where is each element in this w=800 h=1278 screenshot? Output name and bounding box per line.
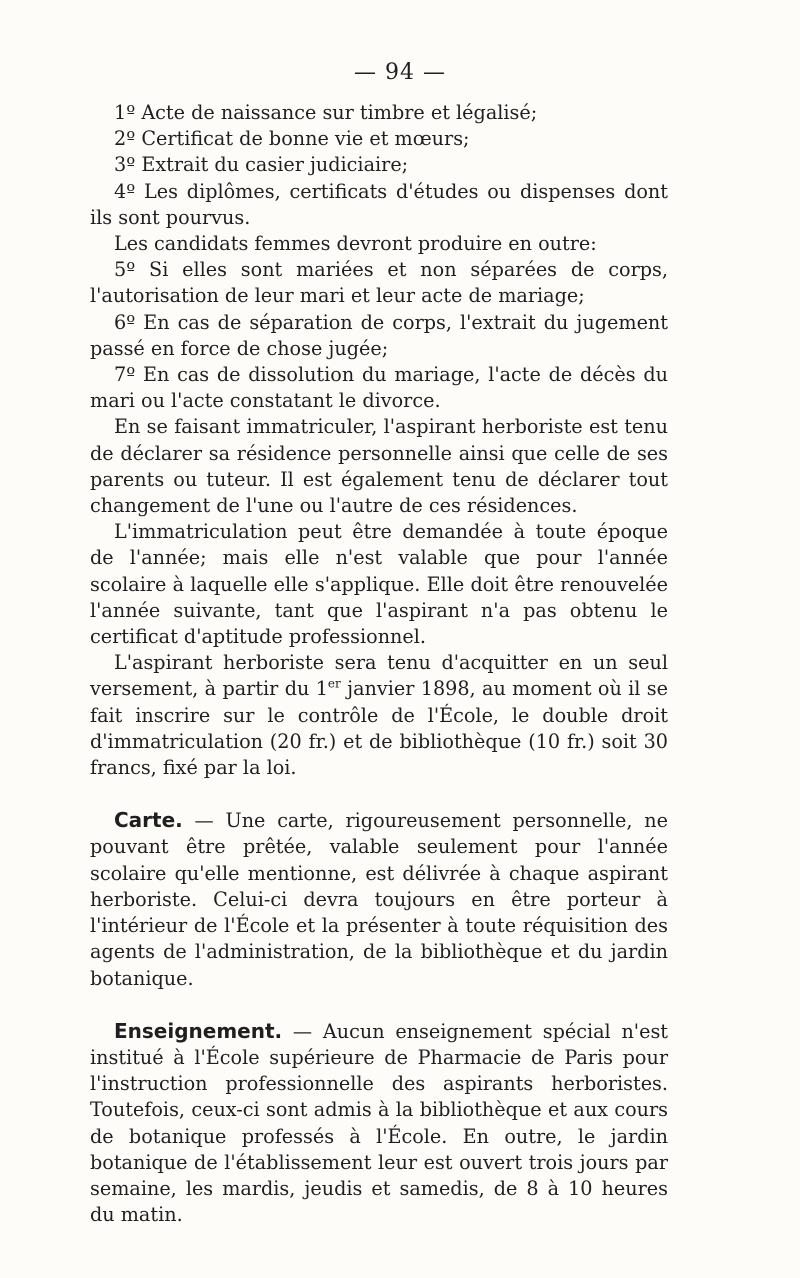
- fees-text-end: janvier 1898, au moment où il se fait inscrire sur le contrôle de l'École, le double droit d'immatriculation (20 fr.) et de bibliothèque (10 fr.) soit 30 francs, fixé par la loi.: [90, 677, 668, 780]
- paragraph-women-candidates: Les candidats femmes devront produire en outre:: [114, 232, 597, 256]
- section-spacer: [90, 781, 668, 807]
- section-text-enseignement: — Aucun enseignement spécial n'est institué à l'École supérieure de Pharmacie de Paris pour l'instruction professionnelle des aspirants herboristes. Toutefois, ceux-ci sont admis à la bibliothèque et aux cours de botanique professés à l'École. En outre, le jardin botanique de l'établissement leur est ouvert trois jours par semaine, les mardis, jeudis et samedis, de 8 à 10 heures du matin.: [90, 1019, 668, 1227]
- list-item-3: 3º Extrait du casier judiciaire;: [114, 153, 409, 177]
- paragraph-immatriculation: L'immatriculation peut être demandée à toute époque de l'année; mais elle n'est valable que pour l'année scolaire à laquelle elle s'applique. Elle doit être renouvelée l'année suivante, tant que l'aspirant n'a pas obtenu le certificat d'aptitude professionnel.: [90, 520, 668, 649]
- list-item-7: 7º En cas de dissolution du mariage, l'acte de décès du mari ou l'acte constatant le divorce.: [90, 363, 668, 413]
- list-item-5: 5º Si elles sont mariées et non séparées de corps, l'autorisation de leur mari et leur acte de mariage;: [90, 258, 668, 308]
- body-text: [90, 100, 668, 1228]
- paragraph-residence: En se faisant immatriculer, l'aspirant herboriste est tenu de déclarer sa résidence personnelle ainsi que celle de ses parents ou tuteur. Il est également tenu de déclarer tout changement de l'une ou l'autre de ces résidences.: [90, 415, 668, 518]
- ordinal-superscript: er: [327, 677, 341, 692]
- list-item-2: 2º Certificat de bonne vie et mœurs;: [114, 127, 470, 151]
- section-carte: [90, 807, 668, 991]
- fees-text-start: L'aspirant herboriste sera tenu d'acquitter en un seul versement, à partir du 1: [90, 651, 668, 701]
- list-item-1: 1º Acte de naissance sur timbre et légalisé;: [114, 101, 538, 124]
- section-enseignement: [90, 1018, 668, 1229]
- section-text-carte: — Une carte, rigoureusement personnelle, ne pouvant être prêtée, valable seulement pour l'année scolaire qu'elle mentionne, est délivrée à chaque aspirant herboriste. Celui-ci devra toujours en être porteur à l'intérieur de l'École et la présenter à toute réquisition des agents de l'administration, de la bibliothèque et du jardin botanique.: [90, 809, 668, 990]
- paragraph-fees: [90, 650, 668, 781]
- section-heading-carte: Carte.: [114, 808, 183, 833]
- section-spacer: [90, 992, 668, 1018]
- section-heading-enseignement: Enseignement.: [114, 1018, 283, 1043]
- list-item-4: 4º Les diplômes, certificats d'études ou dispenses dont ils sont pourvus.: [90, 179, 668, 229]
- page-number: — 94 —: [354, 60, 446, 85]
- list-item-6: 6º En cas de séparation de corps, l'extrait du jugement passé en force de chose jugée;: [90, 310, 668, 360]
